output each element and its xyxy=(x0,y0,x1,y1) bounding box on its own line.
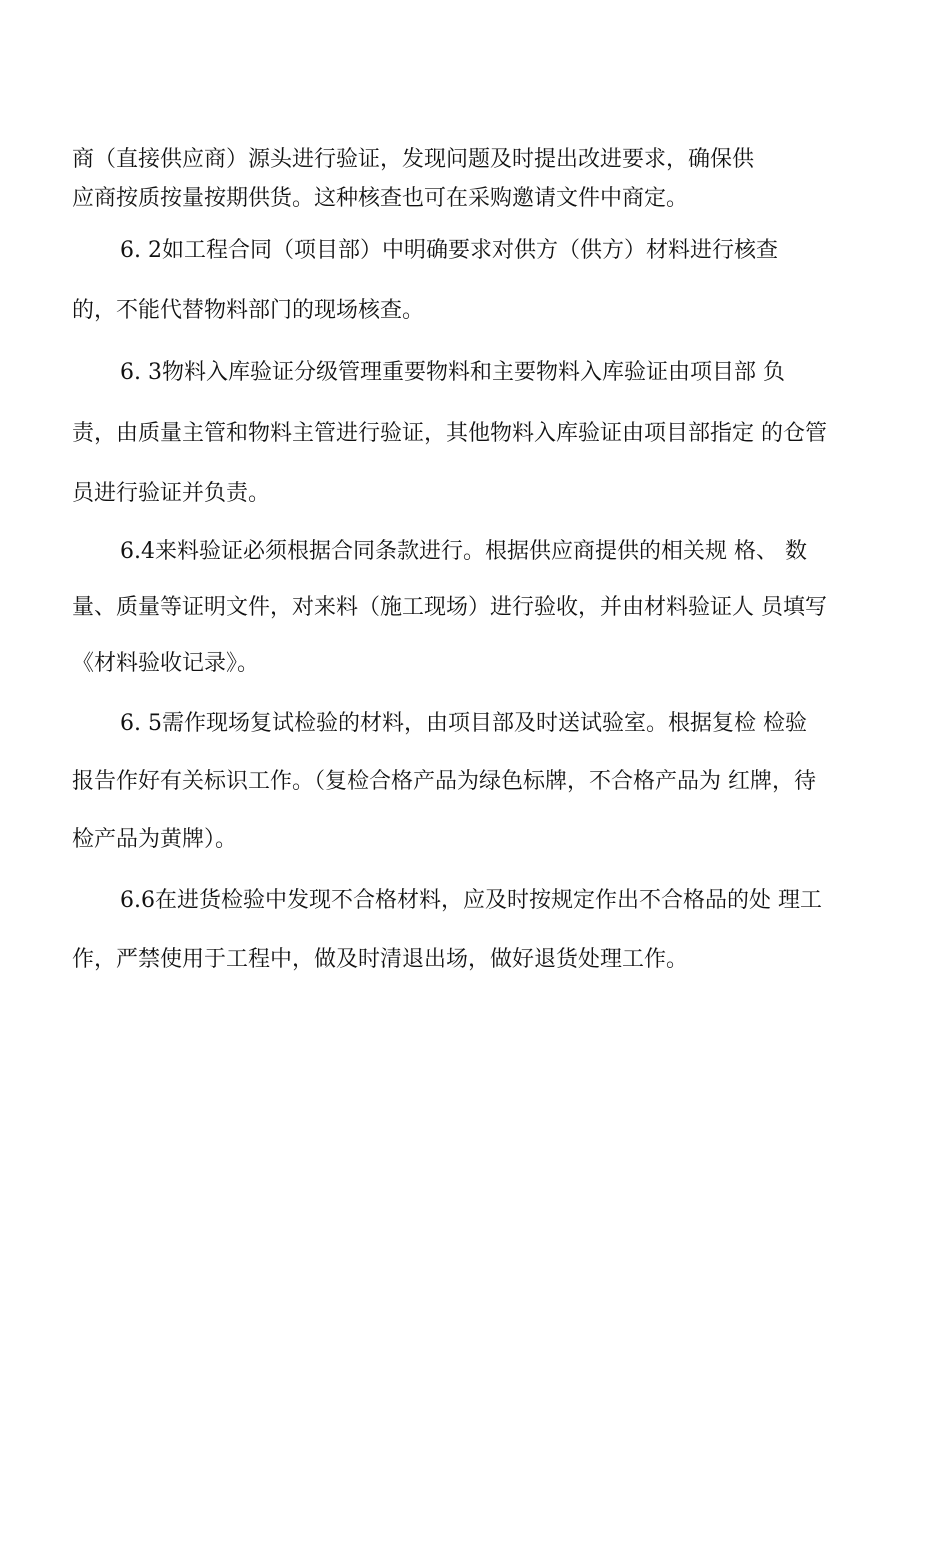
intro-line-2: 应商按质按量按期供货。这种核查也可在采购邀请文件中商定。 xyxy=(72,186,689,211)
section-6-2-line-2: 的，不能代替物料部门的现场核查。 xyxy=(72,298,425,323)
section-6-6-line-1: 6.6在进货检验中发现不合格材料，应及时按规定作出不合格品的处 理工 xyxy=(120,888,822,913)
section-6-5-line-1: 6. 5需作现场复试检验的材料，由项目部及时送试验室。根据复检 检验 xyxy=(120,711,807,736)
section-6-3-line-2: 责，由质量主管和物料主管进行验证，其他物料入库验证由项目部指定 的仓管 xyxy=(72,421,827,446)
section-6-4-line-1: 6.4来料验证必须根据合同条款进行。根据供应商提供的相关规 格、 数 xyxy=(120,539,807,564)
section-6-6-line-2: 作，严禁使用于工程中，做及时清退出场，做好退货处理工作。 xyxy=(72,947,689,972)
section-6-3-line-1: 6. 3物料入库验证分级管理重要物料和主要物料入库验证由项目部 负 xyxy=(120,360,785,385)
intro-line-1: 商（直接供应商）源头进行验证，发现问题及时提出改进要求，确保供 xyxy=(72,147,755,172)
section-6-4-line-2: 量、质量等证明文件，对来料（施工现场）进行验收，并由材料验证人 员填写 xyxy=(72,595,827,620)
section-6-5-line-2: 报告作好有关标识工作。（复检合格产品为绿色标牌，不合格产品为 红牌，待 xyxy=(72,769,816,794)
section-6-5-line-3: 检产品为黄牌）。 xyxy=(72,827,238,852)
section-6-2-line-1: 6. 2如工程合同（项目部）中明确要求对供方（供方）材料进行核查 xyxy=(120,238,778,263)
section-6-3-line-3: 员进行验证并负责。 xyxy=(72,481,271,506)
section-6-4-line-3: 《材料验收记录》。 xyxy=(72,651,260,676)
